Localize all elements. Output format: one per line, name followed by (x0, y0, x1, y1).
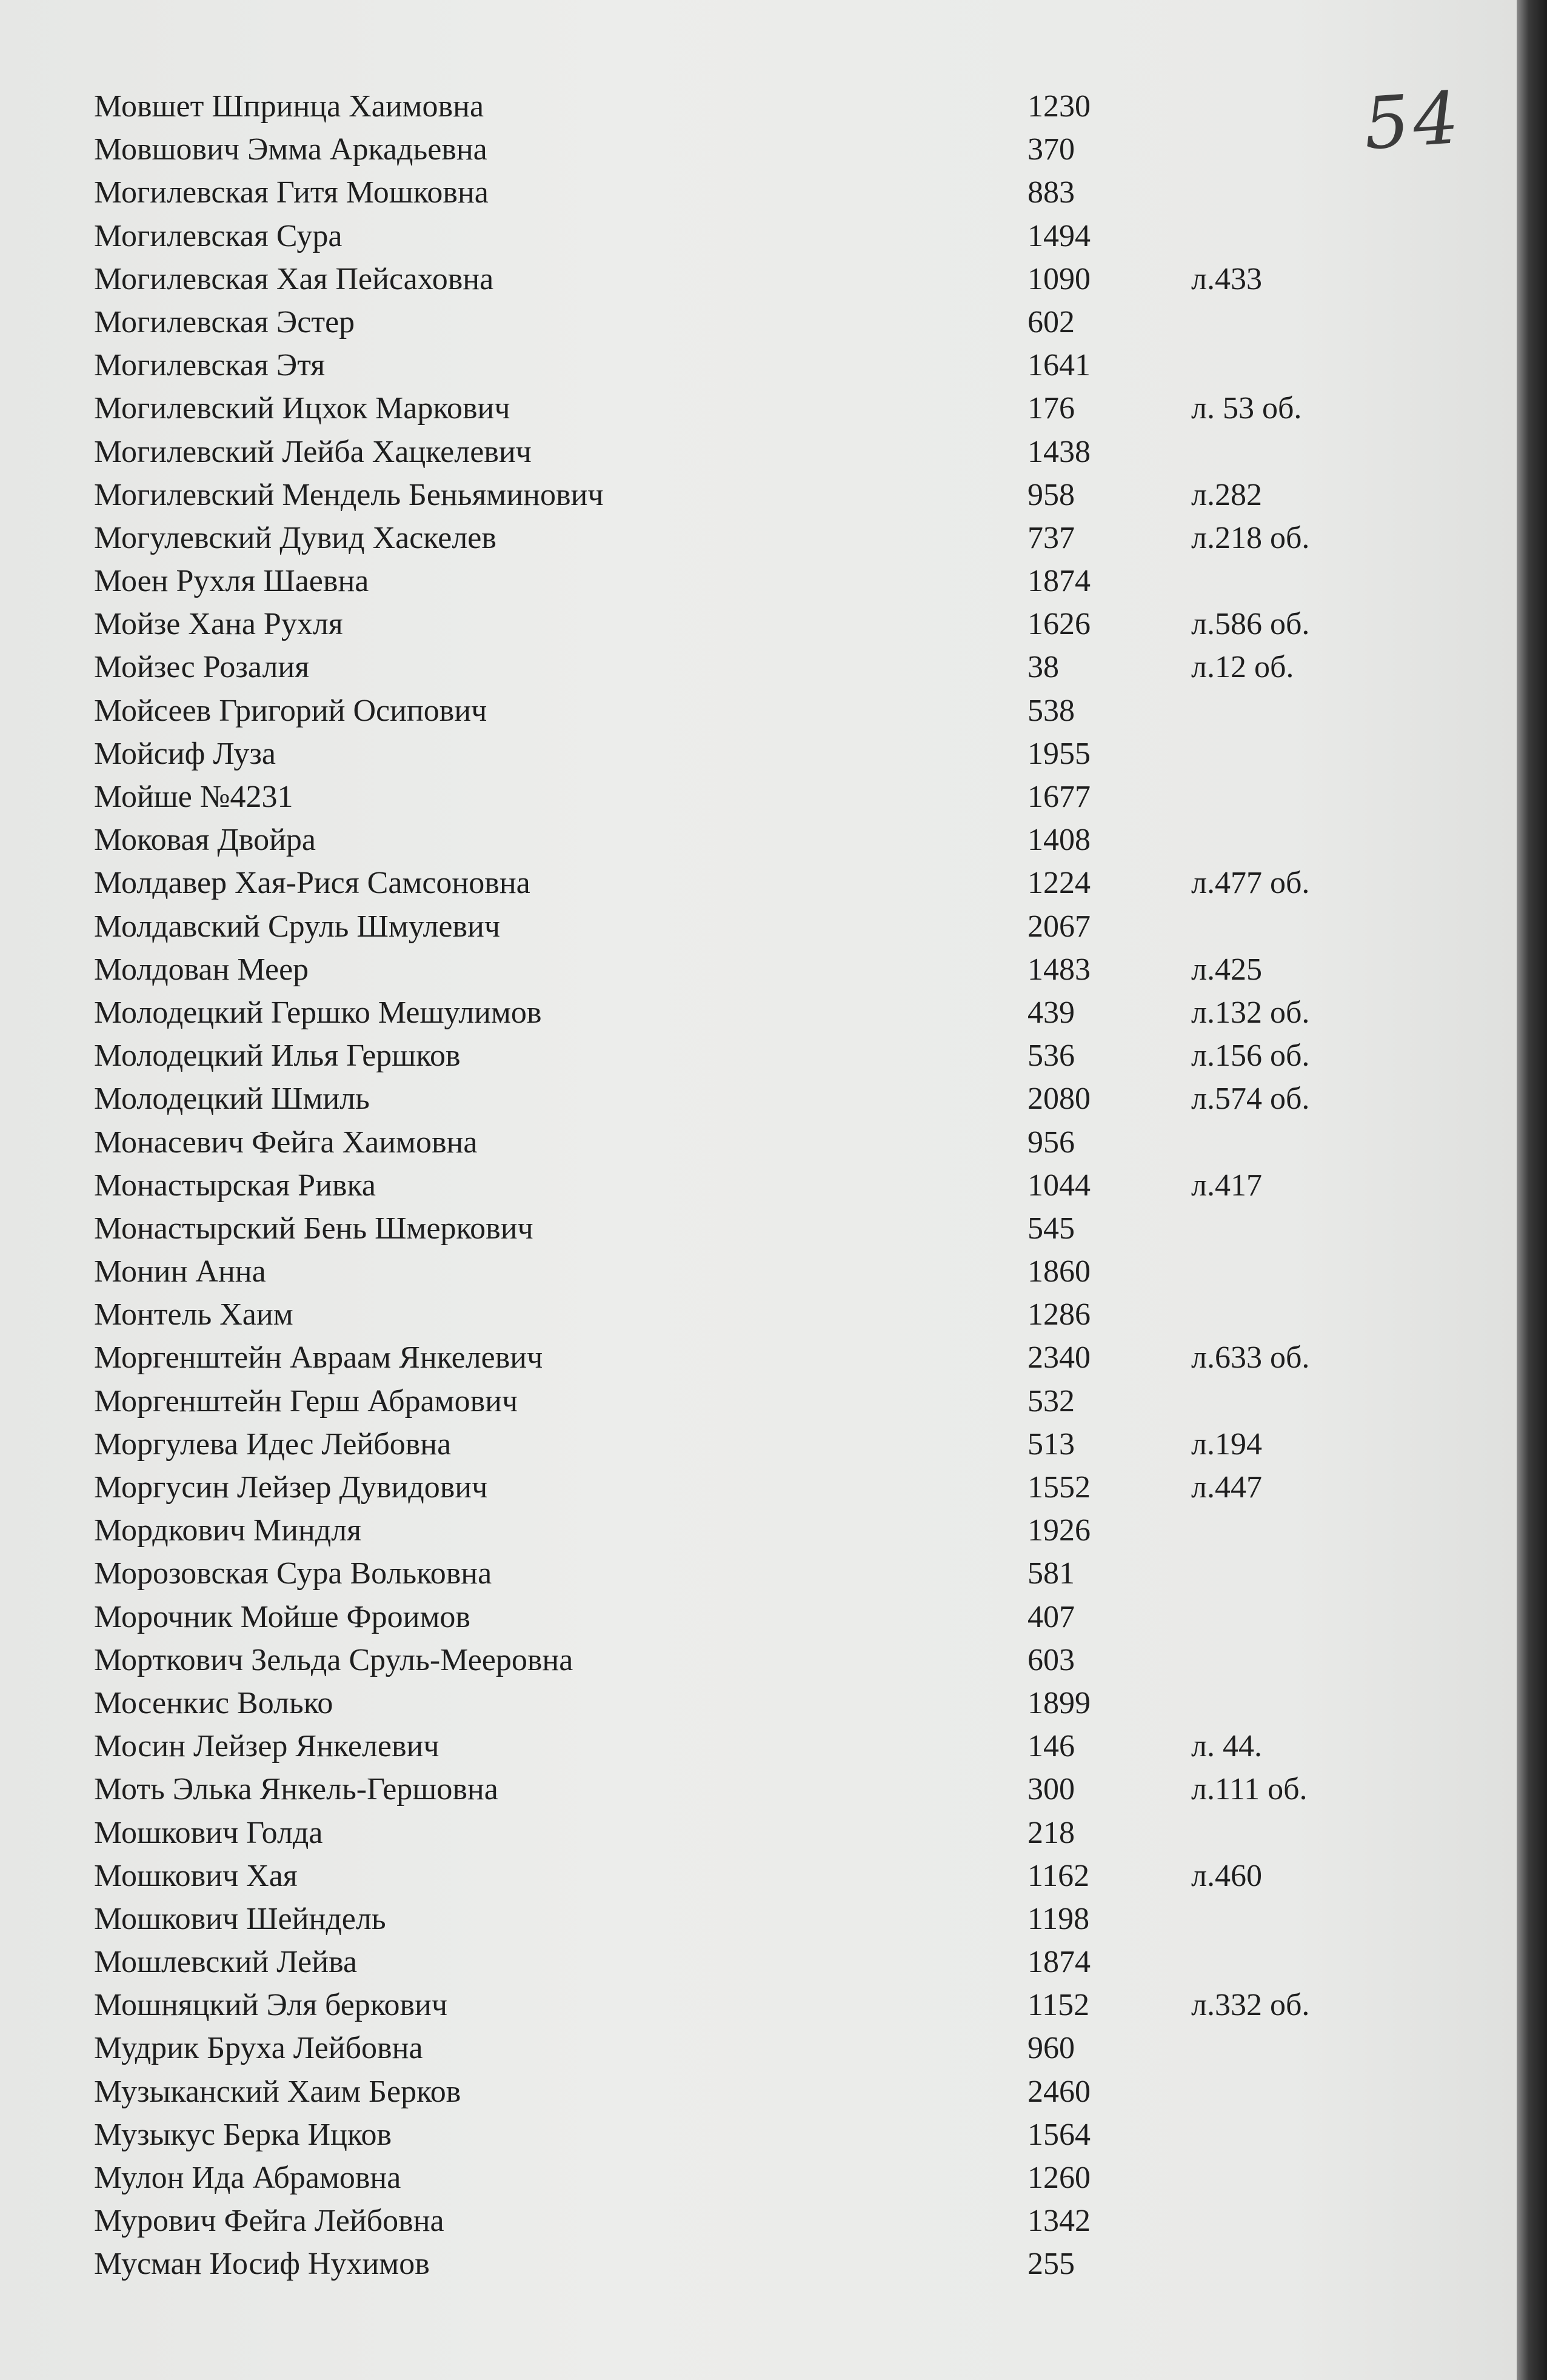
record-number: 1162 (1027, 1858, 1090, 1893)
record-number: 1494 (1027, 218, 1091, 253)
person-name: Могилевская Сура (94, 218, 342, 253)
person-name: Могилевская Гитя Мошковна (94, 175, 489, 210)
record-number: 956 (1027, 1125, 1075, 1160)
person-name: Могилевская Этя (94, 348, 326, 383)
sheet-reference: л. 44. (1191, 1729, 1262, 1764)
register-row (0, 1768, 1455, 1811)
register-row (0, 1682, 1455, 1725)
record-number: 1899 (1027, 1685, 1091, 1720)
person-name: Могулевский Дувид Хаскелев (94, 520, 496, 555)
person-name: Мойше №4231 (94, 780, 293, 814)
person-name: Моргусин Лейзер Дувидович (94, 1470, 488, 1505)
person-name: Моргенштейн Герш Абрамович (94, 1383, 518, 1419)
record-number: 536 (1027, 1038, 1075, 1074)
register-row (0, 258, 1455, 301)
sheet-reference: л.218 об. (1191, 520, 1310, 555)
record-number: 1224 (1027, 866, 1091, 901)
sheet-reference: л.633 об. (1191, 1340, 1310, 1376)
record-number: 1152 (1027, 1988, 1090, 2023)
register-row (0, 128, 1455, 171)
record-number: 2340 (1027, 1340, 1091, 1376)
register-row (0, 560, 1455, 603)
record-number: 1408 (1027, 823, 1091, 858)
person-name: Молдавер Хая-Рися Самсоновна (94, 866, 530, 901)
register-row (0, 85, 1455, 128)
person-name: Мулон Ида Абрамовна (94, 2161, 401, 2195)
person-name: Монин Анна (94, 1254, 266, 1289)
record-number: 1552 (1027, 1470, 1091, 1505)
sheet-reference: л.477 об. (1191, 866, 1310, 901)
register-row (0, 948, 1455, 991)
person-name: Могилевская Эстер (94, 304, 355, 339)
sheet-reference: л.332 об. (1191, 1988, 1310, 2023)
person-name: Моть Элька Янкель-Гершовна (94, 1772, 498, 1807)
person-name: Морочник Мойше Фроимов (94, 1599, 470, 1634)
register-row (0, 1121, 1455, 1164)
register-row (0, 1984, 1455, 2027)
register-row (0, 1077, 1455, 1120)
sheet-reference: л.12 об. (1191, 650, 1294, 685)
register-row (0, 603, 1455, 646)
record-number: 176 (1027, 391, 1075, 426)
record-number: 603 (1027, 1642, 1075, 1677)
sheet-reference: л.447 (1191, 1470, 1262, 1505)
register-row (0, 1034, 1455, 1077)
record-number: 407 (1027, 1599, 1075, 1634)
person-name: Музыканский Хаим Берков (94, 2074, 461, 2109)
sheet-reference: л.282 (1191, 477, 1262, 512)
person-name: Мошняцкий Эля беркович (94, 1988, 447, 2023)
register-row (0, 1336, 1455, 1379)
record-number: 2080 (1027, 1081, 1091, 1117)
person-name: Мошкович Голда (94, 1815, 323, 1850)
record-number: 146 (1027, 1729, 1075, 1764)
person-name: Могилевская Хая Пейсаховна (94, 261, 494, 296)
record-number: 1677 (1027, 780, 1091, 814)
register-row (0, 2070, 1455, 2113)
record-number: 1438 (1027, 434, 1091, 469)
person-name: Моен Рухля Шаевна (94, 564, 369, 599)
person-name: Молдавский Сруль Шмулевич (94, 909, 501, 944)
person-name: Мосенкис Волько (94, 1685, 333, 1720)
person-name: Мойзе Хана Рухля (94, 607, 343, 642)
register-row (0, 430, 1455, 473)
sheet-reference: л.156 об. (1191, 1038, 1310, 1074)
record-number: 958 (1027, 477, 1075, 512)
handwritten-page-number: 54 (1361, 75, 1465, 166)
record-number: 218 (1027, 1815, 1075, 1850)
register-row (0, 2156, 1455, 2199)
record-number: 737 (1027, 520, 1075, 555)
person-name: Моргенштейн Авраам Янкелевич (94, 1340, 543, 1376)
person-name: Мосин Лейзер Янкелевич (94, 1729, 439, 1764)
register-row (0, 301, 1455, 344)
person-name: Монтель Хаим (94, 1297, 293, 1332)
person-name: Мудрик Бруха Лейбовна (94, 2031, 423, 2066)
register-row (0, 473, 1455, 516)
person-name: Мусман Иосиф Нухимов (94, 2247, 430, 2282)
person-name: Музыкус Берка Ицков (94, 2117, 392, 2152)
sheet-reference: л.194 (1191, 1426, 1262, 1462)
sheet-reference: л.132 об. (1191, 995, 1310, 1030)
person-name: Мойсиф Луза (94, 736, 276, 771)
record-number: 1626 (1027, 607, 1091, 642)
sheet-reference: л. 53 об. (1191, 391, 1302, 426)
register-row (0, 1293, 1455, 1336)
record-number: 581 (1027, 1556, 1075, 1591)
record-number: 1342 (1027, 2204, 1091, 2239)
register-row (0, 1552, 1455, 1595)
register-row (0, 2242, 1455, 2285)
register-row (0, 1854, 1455, 1897)
register-row (0, 516, 1455, 560)
register-row (0, 818, 1455, 861)
register-row (0, 1596, 1455, 1639)
register-row (0, 1509, 1455, 1552)
record-number: 1044 (1027, 1168, 1091, 1203)
record-number: 545 (1027, 1211, 1075, 1246)
page-edge-shadow (1517, 0, 1547, 2380)
register-row (0, 775, 1455, 818)
record-number: 960 (1027, 2031, 1075, 2066)
sheet-reference: л.433 (1191, 261, 1262, 296)
person-name: Мурович Фейга Лейбовна (94, 2204, 444, 2239)
register-row (0, 646, 1455, 689)
person-name: Молодецкий Гершко Мешулимов (94, 995, 542, 1030)
record-number: 538 (1027, 693, 1075, 728)
register-row (0, 2199, 1455, 2242)
register-row (0, 1164, 1455, 1207)
register-row (0, 689, 1455, 732)
person-name: Мордкович Миндля (94, 1513, 362, 1548)
register-row (0, 1725, 1455, 1768)
register-row (0, 1897, 1455, 1940)
record-number: 602 (1027, 304, 1075, 339)
record-number: 1564 (1027, 2117, 1091, 2152)
register-row (0, 1811, 1455, 1854)
person-name: Моргулева Идес Лейбовна (94, 1426, 452, 1462)
record-number: 1926 (1027, 1513, 1091, 1548)
register-row (0, 1940, 1455, 1984)
person-name: Монастырский Бень Шмеркович (94, 1211, 533, 1246)
register-row (0, 991, 1455, 1034)
person-name: Мойсеев Григорий Осипович (94, 693, 487, 728)
register-row (0, 1380, 1455, 1423)
sheet-reference: л.417 (1191, 1168, 1262, 1203)
sheet-reference: л.460 (1191, 1858, 1262, 1893)
person-name: Мошкович Шейндель (94, 1901, 386, 1936)
register-row (0, 215, 1455, 258)
record-number: 1874 (1027, 564, 1091, 599)
person-name: Монасевич Фейга Хаимовна (94, 1125, 478, 1160)
person-name: Молдован Меер (94, 952, 309, 987)
record-number: 370 (1027, 132, 1075, 167)
record-number: 38 (1027, 650, 1059, 685)
register-row (0, 861, 1455, 904)
register-row (0, 1207, 1455, 1250)
record-number: 439 (1027, 995, 1075, 1030)
sheet-reference: л.111 об. (1191, 1772, 1308, 1807)
record-number: 513 (1027, 1426, 1075, 1462)
record-number: 2067 (1027, 909, 1091, 944)
record-number: 1874 (1027, 1945, 1091, 1980)
sheet-reference: л.574 об. (1191, 1081, 1310, 1117)
person-name: Могилевский Ицхок Маркович (94, 391, 510, 426)
person-name: Моковая Двойра (94, 823, 316, 858)
person-name: Мовшович Эмма Аркадьевна (94, 132, 487, 167)
person-name: Монастырская Ривка (94, 1168, 376, 1203)
register-row (0, 1423, 1455, 1466)
register-row (0, 2027, 1455, 2070)
register-row (0, 387, 1455, 430)
record-number: 1198 (1027, 1901, 1090, 1936)
register-row (0, 905, 1455, 948)
register-row (0, 171, 1455, 214)
record-number: 1260 (1027, 2161, 1091, 2195)
record-number: 1641 (1027, 348, 1091, 383)
person-name: Могилевский Мендель Беньяминович (94, 477, 604, 512)
register-row (0, 732, 1455, 775)
sheet-reference: л.586 об. (1191, 607, 1310, 642)
register-row (0, 1466, 1455, 1509)
record-number: 1230 (1027, 89, 1091, 124)
record-number: 883 (1027, 175, 1075, 210)
register-row (0, 2113, 1455, 2156)
person-name: Мовшет Шпринца Хаимовна (94, 89, 484, 124)
sheet-reference: л.425 (1191, 952, 1262, 987)
record-number: 255 (1027, 2247, 1075, 2282)
register-row (0, 1639, 1455, 1682)
register-list (0, 85, 1455, 2286)
record-number: 1090 (1027, 261, 1091, 296)
register-row (0, 344, 1455, 387)
person-name: Мошлевский Лейва (94, 1945, 358, 1980)
record-number: 2460 (1027, 2074, 1091, 2109)
record-number: 1286 (1027, 1297, 1091, 1332)
record-number: 1955 (1027, 736, 1091, 771)
person-name: Морткович Зельда Сруль-Мееровна (94, 1642, 573, 1677)
person-name: Морозовская Сура Вольковна (94, 1556, 492, 1591)
register-row (0, 1250, 1455, 1293)
record-number: 1483 (1027, 952, 1091, 987)
person-name: Могилевский Лейба Хацкелевич (94, 434, 532, 469)
person-name: Мошкович Хая (94, 1858, 298, 1893)
person-name: Мойзес Розалия (94, 650, 310, 685)
record-number: 300 (1027, 1772, 1075, 1807)
record-number: 1860 (1027, 1254, 1091, 1289)
record-number: 532 (1027, 1383, 1075, 1419)
person-name: Молодецкий Илья Гершков (94, 1038, 461, 1074)
person-name: Молодецкий Шмиль (94, 1081, 370, 1117)
